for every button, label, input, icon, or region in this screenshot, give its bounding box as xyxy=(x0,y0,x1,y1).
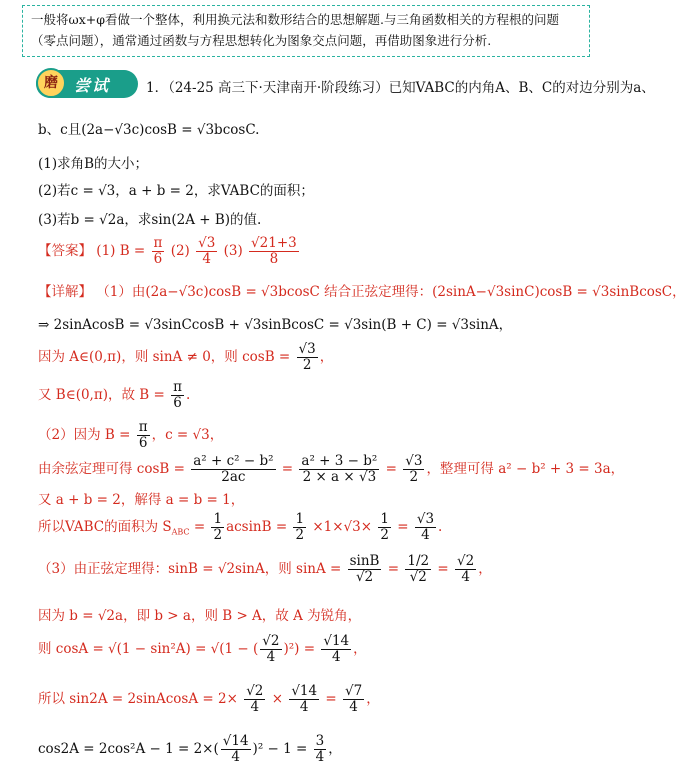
question-2: (2)若c = √3，a + b = 2，求VABC的面积； xyxy=(38,183,314,199)
answer-3-fraction: $\frac{√21+3}{8}$ xyxy=(251,235,297,267)
detail-step-4: 又 B∈(0,π)，故 B = $\frac{\pi}{6}$ . xyxy=(38,379,191,411)
detail-step-7: 又 a + b = 2，解得 a = b = 1， xyxy=(38,492,245,508)
answer-label: 【答案】 xyxy=(38,243,92,259)
problem-line-1: 1．（24-25 高三下·天津南开·阶段练习）已知VABC的内角A、B、C的对边分别为a、 xyxy=(146,80,655,96)
detail-step-6: 由余弦定理可得 cosB = $\frac{\text{a² + c² − b²}}{2ac}$ = $\frac{\text{a² + 3 − b²}}{2 \times a \times √3}$ = $\frac{√3}{2}$ ，整理可得 a² − b² + 3 = 3a， xyxy=(38,453,625,485)
detail-step-13: cos2A = 2cos²A − 1 = 2×( $\frac{√14}{4}$ )² − 1 = $\frac{3}{4}$ ， xyxy=(38,733,342,765)
question-3: (3)若b = √2a，求sin(2A + B)的值. xyxy=(38,212,262,228)
method-note-text: 一般将ωx+φ看做一个整体，利用换元法和数形结合的思想解题.与三角函数相关的方程根的问题（零点问题），通常通过函数与方程思想转化为图象交点问题，再借助图象进行分析. xyxy=(31,12,559,48)
detail-step-3: 因为 A∈(0,π)，则 sinA ≠ 0，则 cosB = $\frac{√3}{2}$ ， xyxy=(38,341,334,373)
detail-label: 【详解】 xyxy=(38,284,92,300)
detail-step-10: 因为 b = √2a，即 b > a，则 B > A，故 A 为锐角， xyxy=(38,608,362,624)
badge-circle-icon: 磨 xyxy=(36,68,66,98)
answer-line: 【答案】 (1) B = $\frac{\pi}{6}$ (2) $\frac{√3}{4}$ (3) $\frac{√21+3}{8}$ xyxy=(38,235,297,267)
badge-label: 尝试 xyxy=(74,76,111,95)
detail-step-12: 所以 sin2A = 2sinAcosA = 2× $\frac{√2}{4}$ × $\frac{√14}{4}$ = $\frac{√7}{4}$ ， xyxy=(38,683,380,715)
detail-step-9: （3）由正弦定理得：sinB = √2sinA，则 sinA = $\frac{\sin B}{√2}$ = $\frac{1/2}{√2}$ = $\frac{√2}{4}$ ， xyxy=(38,553,492,585)
detail-step-5: （2）因为 B = $\frac{\pi}{6}$ ，c = √3， xyxy=(38,419,224,451)
problem-line-2: b、c且(2a−√3c)cosB = √3bcosC. xyxy=(38,122,260,138)
answer-1-fraction: $\frac{\pi}{6}$ xyxy=(153,235,163,267)
section-badge xyxy=(36,70,138,98)
detail-step-11: 则 cosA = √(1 − sin²A) = √(1 − ( $\frac{√2}{4}$ )²) = $\frac{√14}{4}$ ， xyxy=(38,633,367,665)
question-1: (1)求角B的大小； xyxy=(38,156,149,172)
detail-step-8: 所以VABC的面积为 $S_{ABC}$ = $\frac{1}{2}$ acsinB = $\frac{1}{2}$ ×1×√3× $\frac{1}{2}$ = $\frac{√3}{4}$ . xyxy=(38,511,443,543)
detail-step-2: ⇒ 2sinAcosB = √3sinCcosB + √3sinBcosC = √3sin(B + C) = √3sinA， xyxy=(38,317,513,333)
detail-step-1: 【详解】 （1）由(2a−√3c)cosB = √3bcosC 结合正弦定理得：(2sinA−√3sinC)cosB = √3sinBcosC， xyxy=(38,284,686,300)
method-note-box xyxy=(22,5,590,57)
answer-2-fraction: $\frac{√3}{4}$ xyxy=(198,235,216,267)
